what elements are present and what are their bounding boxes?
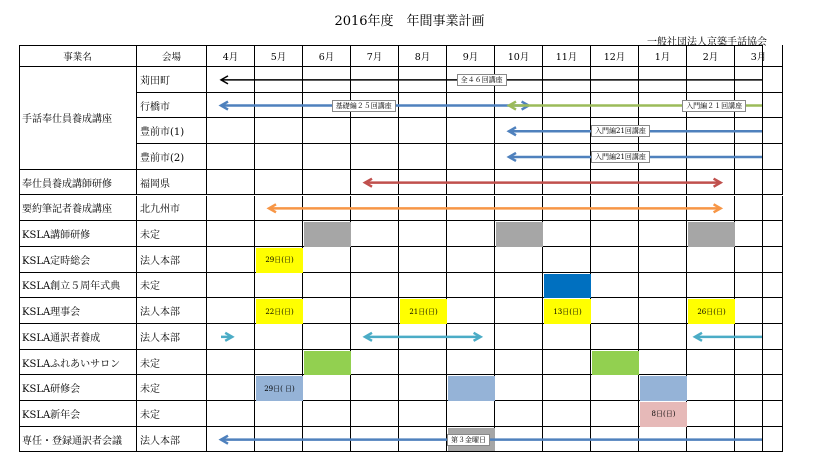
event-name: KSLA講師研修 — [19, 221, 137, 247]
event-name: 手話奉仕員養成講座 — [19, 67, 137, 170]
arrow-label: 入門編２１回講座 — [682, 100, 746, 112]
event-name: 専任・登録通訳者会議 — [19, 427, 137, 453]
event-marker: 21日(日) — [400, 299, 447, 324]
header-month: 1月 — [639, 45, 687, 67]
event-marker: 29日( 日) — [256, 376, 303, 401]
header-month: 5月 — [255, 45, 303, 67]
venue-name: 北九州市 — [137, 196, 207, 222]
venue-name: 豊前市(2) — [137, 144, 207, 170]
schedule-table — [19, 45, 767, 452]
event-name: KSLA新年会 — [19, 401, 137, 427]
event-marker: 29日(日) — [256, 248, 303, 273]
header-event: 事業名 — [19, 45, 137, 67]
venue-name: 福岡県 — [137, 170, 207, 196]
event-marker: 26日(日) — [688, 299, 735, 324]
header-month: 9月 — [447, 45, 495, 67]
event-marker: 8日(日) — [640, 402, 687, 427]
event-name: KSLA定時総会 — [19, 247, 137, 273]
event-name: KSLA研修会 — [19, 375, 137, 401]
header-month: 10月 — [495, 45, 543, 67]
page-title: 2016年度 年間事業計画 — [334, 14, 485, 29]
event-name: 奉仕員養成講師研修 — [19, 170, 137, 196]
header-month: 4月 — [207, 45, 255, 67]
event-marker: 13日(日) — [544, 299, 591, 324]
header-month: 2月 — [687, 45, 735, 67]
header-venue: 会場 — [137, 45, 207, 67]
venue-name: 法人本部 — [137, 247, 207, 273]
venue-name: 行橋市 — [137, 93, 207, 119]
event-name: KSLAふれあいサロン — [19, 350, 137, 376]
venue-name: 法人本部 — [137, 427, 207, 453]
header-month: 3月 — [735, 45, 783, 67]
venue-name: 未定 — [137, 401, 207, 427]
venue-name: 未定 — [137, 273, 207, 299]
venue-name: 豊前市(1) — [137, 118, 207, 144]
event-name: 要約筆記者養成講座 — [19, 196, 137, 222]
header-month: 8月 — [399, 45, 447, 67]
venue-name: 法人本部 — [137, 324, 207, 350]
organization-name: 一般社団法人京築手話協会 — [647, 37, 767, 48]
event-marker: 22日(日) — [256, 299, 303, 324]
arrow-label: 基礎編２５回講座 — [332, 100, 396, 112]
arrow-label: 第３金曜日 — [447, 434, 490, 446]
header-month: 6月 — [303, 45, 351, 67]
event-name: KSLA通訳者養成 — [19, 324, 137, 350]
header-month: 7月 — [351, 45, 399, 67]
venue-name: 苅田町 — [137, 67, 207, 93]
venue-name: 未定 — [137, 221, 207, 247]
header-month: 11月 — [543, 45, 591, 67]
event-name: KSLA理事会 — [19, 298, 137, 324]
event-name: KSLA創立５周年式典 — [19, 273, 137, 299]
arrow-label: 全４６回講座 — [457, 74, 507, 86]
header-month: 12月 — [591, 45, 639, 67]
venue-name: 未定 — [137, 350, 207, 376]
venue-name: 法人本部 — [137, 298, 207, 324]
arrow-label: 入門編21回講座 — [591, 125, 650, 137]
venue-name: 未定 — [137, 375, 207, 401]
arrow-label: 入門編21回講座 — [591, 151, 650, 163]
